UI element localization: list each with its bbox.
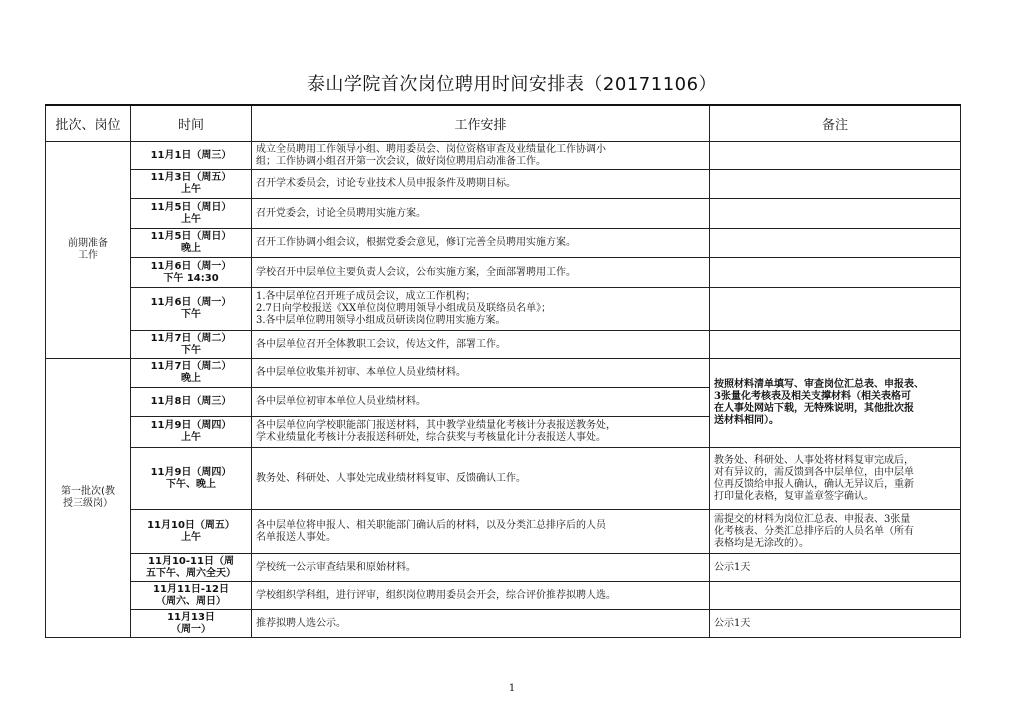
time-line: 11月8日（周三） [150, 396, 232, 407]
time-line: 五下午、周六全天） [146, 567, 236, 579]
time-cell [131, 417, 252, 448]
note-line: 教务处、科研处、人事处将材料复审完成后， [714, 454, 914, 466]
time-line: 11月9日（周四） [150, 420, 232, 431]
task-line: 各中层单位将申报人、相关职能部门确认后的材料，以及分类汇总排序后的人员 [256, 519, 606, 531]
table-row [46, 331, 961, 359]
time-cell [131, 229, 252, 258]
task-line: 组；工作协调小组召开第一次会议，做好岗位聘用启动准备工作。 [256, 155, 546, 167]
phase-label-line: 授三级岗） [63, 498, 113, 509]
phase-preparatory-cell [46, 142, 131, 359]
phase-label-line: 第一批次(教 [61, 486, 115, 497]
task-line: 学校统一公示审查结果和原始材料。 [256, 561, 416, 573]
task-line: 学术业绩量化考核计分表报送科研处，综合获奖与考核量化计分表报送人事处。 [256, 432, 606, 443]
time-line: 11月3日（周五） [150, 172, 232, 183]
task-cell [252, 142, 710, 170]
task-cell [252, 331, 710, 359]
task-line: 召开学术委员会，讨论专业技术人员申报条件及聘期目标。 [256, 178, 516, 189]
task-line: 学校组织学科组，进行评审，组织岗位聘用委员会开会，综合评价推荐拟聘人选。 [256, 589, 616, 601]
time-line: （周一） [171, 623, 211, 635]
note-cell [710, 582, 961, 610]
time-cell [131, 359, 252, 388]
time-line: 11月1日（周三） [150, 149, 232, 161]
table-row [46, 582, 961, 610]
task-cell [252, 388, 710, 417]
table-row [46, 288, 961, 331]
note-cell [710, 199, 961, 229]
time-line: 11月5日（周日） [150, 231, 232, 242]
time-cell [131, 554, 252, 582]
note-line: 公示1天 [714, 617, 751, 629]
time-line: 下午 14:30 [163, 272, 219, 284]
time-line: 11月11日-12日 [153, 583, 229, 595]
task-line: 1.各中层单位召开班子成员会议，成立工作机构； [256, 291, 476, 302]
time-line: 11月6日（周一） [150, 260, 232, 272]
header-batch-post: 批次、岗位 [46, 105, 131, 142]
time-line: 晚上 [181, 243, 201, 254]
time-cell [131, 448, 252, 510]
task-line: 学校召开中层单位主要负责人会议，公布实施方案，全面部署聘用工作。 [256, 266, 576, 278]
task-line: 教务处、科研处、人事处完成业绩材料复审、反馈确认工作。 [256, 472, 526, 484]
phase-label-line: 前期准备 [68, 238, 108, 249]
task-cell [252, 170, 710, 199]
time-line: 11月10-11日（周 [148, 555, 234, 567]
note-cell [710, 170, 961, 199]
time-line: 11月7日（周二） [150, 332, 232, 344]
table-row [46, 258, 961, 288]
task-cell [252, 610, 710, 638]
note-line: 对有异议的，需反馈到各中层单位，由中层单 [714, 466, 914, 478]
note-line: 表格均是无涂改的）。 [714, 537, 809, 549]
table-header-row [46, 105, 961, 142]
note-submit-cell [710, 510, 961, 554]
task-line: 3.各中层单位聘用领导小组成员研读岗位聘用实施方案。 [256, 315, 506, 326]
time-line: （周六、周日） [156, 595, 226, 607]
time-line: 11月13日 [167, 611, 215, 623]
time-line: 11月5日（周日） [150, 201, 232, 213]
note-line: 需提交的材料为岗位汇总表、申报表、3张量 [714, 513, 911, 525]
task-line: 各中层单位初审本单位人员业绩材料。 [256, 396, 426, 407]
task-cell [252, 554, 710, 582]
time-line: 11月6日（周一） [150, 297, 232, 308]
table-row [46, 142, 961, 170]
task-cell [252, 448, 710, 510]
time-line: 上午 [181, 531, 201, 543]
table-row [46, 610, 961, 638]
time-line: 下午、晚上 [166, 478, 216, 490]
table-row [46, 170, 961, 199]
time-line: 上午 [181, 213, 201, 225]
time-cell [131, 331, 252, 359]
task-line: 推荐拟聘人选公示。 [256, 617, 346, 629]
task-line: 各中层单位向学校职能部门报送材料，其中教学业绩量化考核计分表报送教务处， [256, 420, 616, 431]
task-line: 各中层单位收集并初审、本单位人员业绩材料。 [256, 367, 466, 378]
note-materials-cell [710, 359, 961, 448]
note-publicity-cell [710, 554, 961, 582]
note-publicity-cell [710, 610, 961, 638]
page-title: 泰山学院首次岗位聘用时间安排表（20171106） [306, 74, 718, 95]
task-cell [252, 199, 710, 229]
note-line: 在人事处网站下载，无特殊说明，其他批次报 [714, 403, 914, 414]
task-cell [252, 417, 710, 448]
time-line: 上午 [181, 184, 201, 195]
time-cell [131, 170, 252, 199]
time-cell [131, 258, 252, 288]
table-row [46, 229, 961, 258]
task-line: 召开工作协调小组会议，根据党委会意见，修订完善全员聘用实施方案。 [256, 237, 576, 248]
task-line: 2.7日向学校报送《XX单位岗位聘用领导小组成员及联络员名单》； [256, 303, 552, 314]
time-cell [131, 288, 252, 331]
table-row [46, 199, 961, 229]
time-cell [131, 388, 252, 417]
phase-label-line: 工作 [78, 250, 98, 261]
note-cell [710, 288, 961, 331]
time-line: 下午 [181, 344, 201, 356]
task-cell [252, 229, 710, 258]
time-line: 11月7日（周二） [150, 361, 232, 372]
table-row [46, 554, 961, 582]
table-row [46, 510, 961, 554]
task-cell [252, 288, 710, 331]
note-line: 送材料相同）。 [714, 415, 779, 426]
note-cell [710, 142, 961, 170]
note-cell [710, 229, 961, 258]
note-line: 公示1天 [714, 561, 751, 573]
time-line: 上午 [181, 432, 201, 443]
time-line: 11月9日（周四） [150, 466, 232, 478]
table-row [46, 359, 961, 388]
task-cell [252, 258, 710, 288]
note-cell [710, 258, 961, 288]
header-work-arrangement: 工作安排 [252, 105, 710, 142]
note-line: 按照材料清单填写、审查岗位汇总表、申报表、 [714, 379, 924, 390]
page-number: 1 [508, 683, 516, 694]
table-row [46, 448, 961, 510]
time-line: 晚上 [181, 373, 201, 384]
note-line: 打印量化表格，复审盖章签字确认。 [714, 490, 874, 502]
task-cell [252, 359, 710, 388]
task-cell [252, 510, 710, 554]
header-remarks: 备注 [710, 105, 961, 142]
note-line: 3张量化考核表及相关支撑材料（相关表格可 [714, 391, 911, 402]
task-line: 各中层单位召开全体教职工会议，传达文件，部署工作。 [256, 338, 506, 350]
phase-first-batch-cell [46, 359, 131, 638]
time-cell [131, 142, 252, 170]
schedule-table [45, 104, 961, 638]
note-line: 位再反馈给申报人确认，确认无异议后，重新 [714, 478, 914, 490]
time-cell [131, 582, 252, 610]
header-time: 时间 [131, 105, 252, 142]
task-line: 名单报送人事处。 [256, 531, 336, 543]
task-line: 召开党委会，讨论全员聘用实施方案。 [256, 207, 426, 219]
note-line: 化考核表、分类汇总排序后的人员名单（所有 [714, 525, 914, 537]
time-cell [131, 510, 252, 554]
note-review-cell [710, 448, 961, 510]
note-cell [710, 331, 961, 359]
task-cell [252, 582, 710, 610]
time-line: 11月10日（周五） [147, 519, 235, 531]
time-cell [131, 199, 252, 229]
time-cell [131, 610, 252, 638]
time-line: 下午 [181, 309, 201, 320]
task-line: 成立全员聘用工作领导小组、聘用委员会、岗位资格审查及业绩量化工作协调小 [256, 143, 606, 155]
